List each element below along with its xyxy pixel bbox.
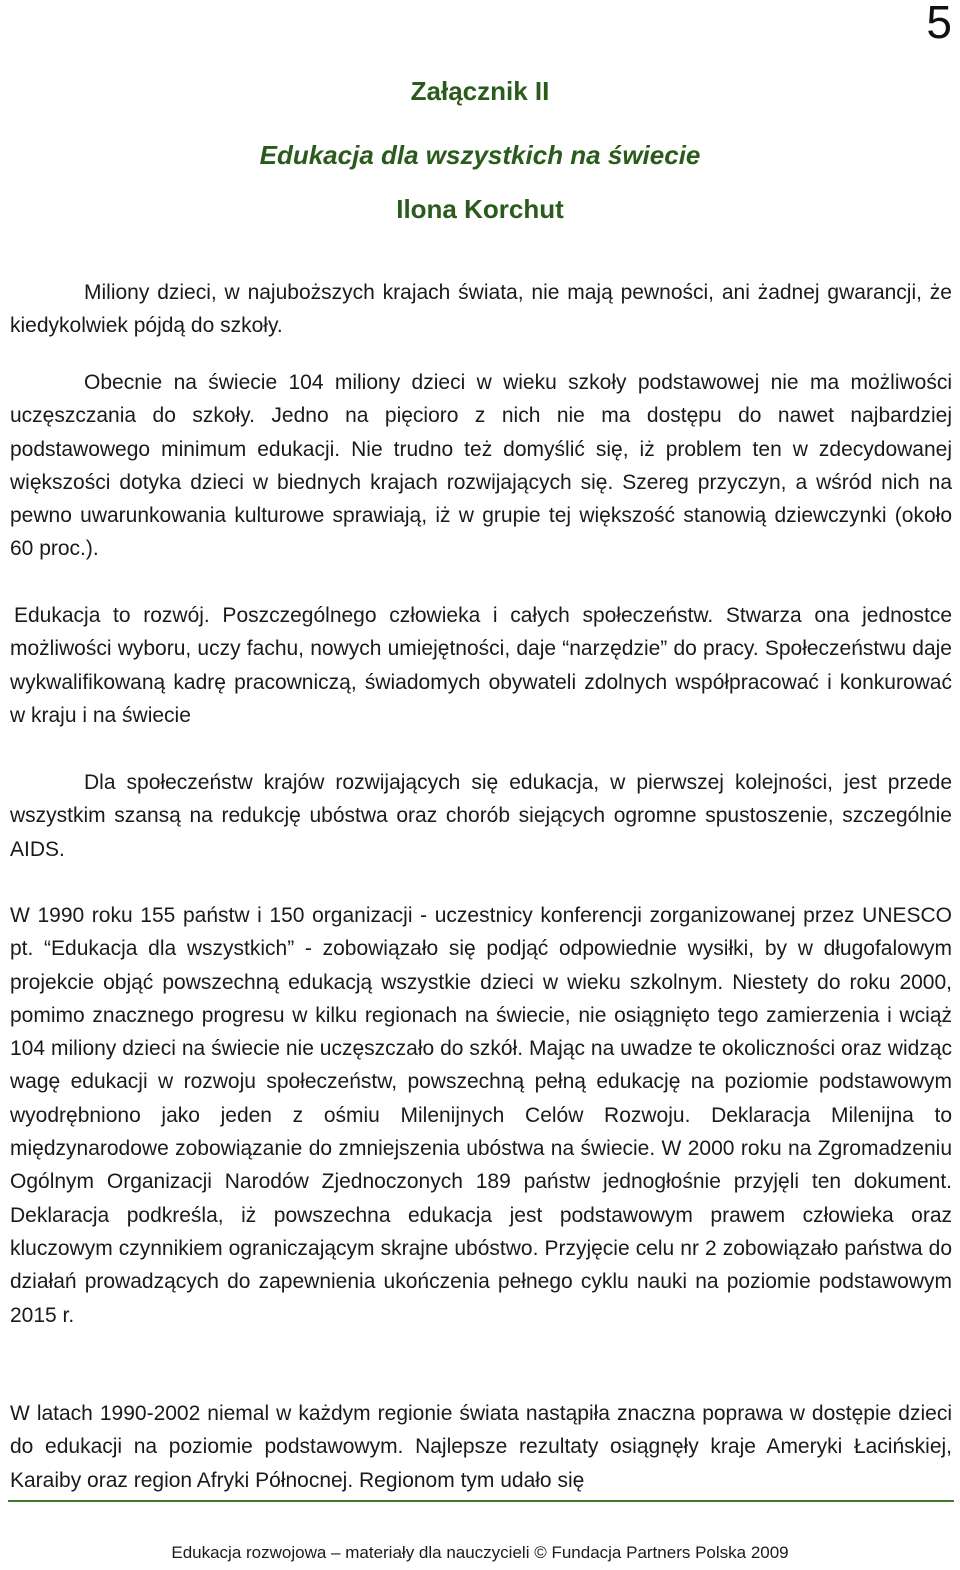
paragraph-text: Dla społeczeństw krajów rozwijających się edukacja, w pierwszej kolejności, jest przede wszystkim szansą na redukcję ubóstwa oraz chorób siejących ogromne spustoszenie, szczególnie AIDS.: [10, 771, 952, 861]
paragraph-text: W 1990 roku 155 państw i 150 organizacji - uczestnicy konferencji zorganizowanej przez UNESCO pt. “Edukacja dla wszystkich” - zobowiązało się podjąć odpowiednie wysiłki, by w długofalowym projekcie objąć powszechną edukacją wszystkie dzieci w wieku szkolnym. Niestety do roku 2000, pomimo znacznego progresu w kilku regionach na świecie, nie osiągnięto tego zamierzenia i wciąż 104 miliony dzieci na świecie nie uczęszczało do szkół. Mając na uwadze te okoliczności oraz widząc wagę edukacji w rozwoju społeczeństw, powszechną pełną edukację na poziomie podstawowym wyodrębniono jako jeden z ośmiu Milenijnych Celów Rozwoju. Deklaracja Milenijna to międzynarodowe zobowiązanie do zmniejszenia ubóstwa na świecie. W 2000 roku na Zgromadzeniu Ogólnym Organizacji Narodów Zjednoczonych 189 państw jednogłośnie przyjęli ten dokument. Deklaracja podkreśla, iż powszechna edukacja jest podstawowym prawem człowieka oraz kluczowym czynnikiem ograniczającym skrajne ubóstwo. Przyjęcie celu nr 2 zobowiązało państwa do działań prowadzących do zapewnienia ukończenia pełnego cyklu nauki na poziomie podstawowym 2015 r.: [10, 904, 952, 1327]
paragraph-4: [10, 766, 952, 866]
footer-text: Edukacja rozwojowa – materiały dla nauczycieli © Fundacja Partners Polska 2009: [171, 1543, 789, 1562]
page-number: 5: [926, 0, 952, 48]
paragraph-6: [10, 1397, 952, 1497]
paragraph-text: W latach 1990-2002 niemal w każdym regionie świata nastąpiła znaczna poprawa w dostępie dzieci do edukacji na poziomie podstawowym. Najlepsze rezultaty osiągnęły kraje Ameryki Łacińskiej, Karaiby oraz region Afryki Północnej. Regionom tym udało się: [10, 1402, 952, 1492]
paragraph-text: Obecnie na świecie 104 miliony dzieci w wieku szkoły podstawowej nie ma możliwości uczęszczania do szkoły. Jedno na pięcioro z nich nie ma dostępu do nawet najbardziej podstawowego minimum edukacji. Nie trudno też domyślić się, iż problem ten w zdecydowanej większości dotyka dzieci w biednych krajach rozwijających się. Szereg przyczyn, a wśród nich na pewno uwarunkowania kulturowe sprawiają, iż w grupie tej większość stanowią dziewczynki (około 60 proc.).: [10, 371, 952, 561]
paragraph-3: [10, 599, 952, 732]
footer-divider: [8, 1500, 954, 1502]
paragraph-2: [10, 366, 952, 566]
paragraph-1: [10, 276, 952, 343]
paragraph-text: Edukacja to rozwój. Poszczególnego człowieka i całych społeczeństw. Stwarza ona jednostce możliwości wyboru, uczy fachu, nowych umiejętności, daje “narzędzie” do pracy. Społeczeństwu daje wykwalifikowaną kadrę pracowniczą, świadomych obywateli zdolnych współpracować i konkurować w kraju i na świecie: [10, 604, 952, 727]
paragraph-text: Miliony dzieci, w najuboższych krajach świata, nie mają pewności, ani żadnej gwarancji, że kiedykolwiek pójdą do szkoły.: [10, 281, 952, 338]
author-name: Ilona Korchut: [396, 194, 564, 224]
paragraph-5: [10, 899, 952, 1332]
document-title: Edukacja dla wszystkich na świecie: [259, 140, 701, 170]
annex-heading: Załącznik II: [410, 76, 550, 106]
